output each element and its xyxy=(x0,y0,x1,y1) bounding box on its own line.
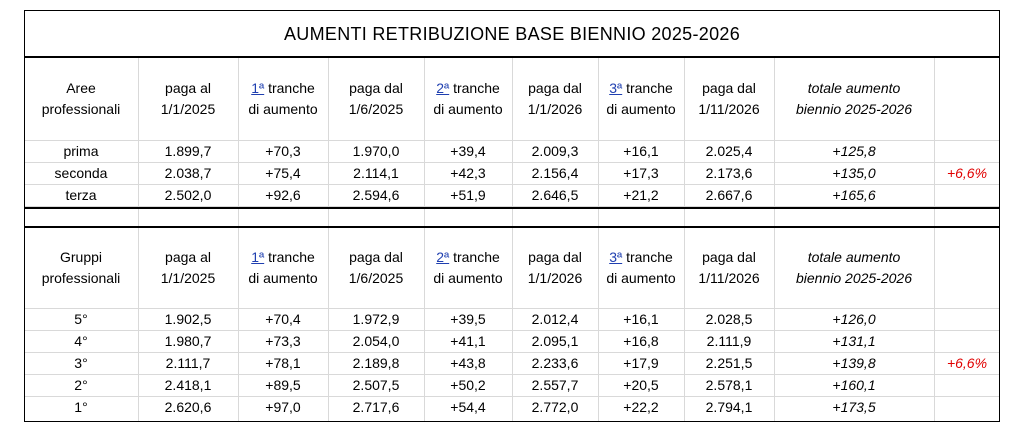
header-text: paga dal xyxy=(702,80,756,96)
aree-cell: +125,8 xyxy=(832,143,876,159)
header-text: paga dal xyxy=(702,249,756,265)
header-text: di aumento xyxy=(433,270,503,286)
header-c8 xyxy=(774,58,934,140)
header-text: di aumento xyxy=(248,101,318,117)
gruppi-cell: +173,5 xyxy=(832,399,876,415)
gruppi-cell: +41,1 xyxy=(450,333,486,349)
gruppi-cell: 2.233,6 xyxy=(531,355,579,371)
gruppi-cell: 2.507,5 xyxy=(352,377,400,393)
gruppi-row-name: 2° xyxy=(74,377,88,393)
header-text xyxy=(436,78,500,99)
gruppi-cell: 1.972,9 xyxy=(352,311,400,327)
aree-cell: 2.156,4 xyxy=(531,165,579,181)
header-text: paga al xyxy=(165,80,211,96)
gruppi-cell: 2.251,5 xyxy=(705,355,753,371)
header-text: tranche xyxy=(449,80,500,96)
aree-cell: +165,6 xyxy=(832,187,876,203)
header-c4 xyxy=(424,228,512,308)
aree-cell: +75,4 xyxy=(265,165,301,181)
gruppi-cell: 2.620,6 xyxy=(164,399,212,415)
gruppi-cell: 2.012,4 xyxy=(531,311,579,327)
header-text: professionali xyxy=(41,270,121,286)
header-c7 xyxy=(684,228,774,308)
header-text: paga dal xyxy=(349,249,403,265)
aree-cell: 2.114,1 xyxy=(353,165,399,181)
aree-cell: 1.970,0 xyxy=(352,143,400,159)
header-text: Gruppi xyxy=(59,249,103,265)
header-c3 xyxy=(328,228,424,308)
header-text: tranche xyxy=(622,249,673,265)
tranche-number: 3ª xyxy=(609,249,623,265)
gruppi-cell: +17,9 xyxy=(623,355,659,371)
header-text xyxy=(609,247,673,268)
gruppi-row-name: 1° xyxy=(74,399,88,415)
gruppi-cell: 1.902,5 xyxy=(164,311,212,327)
gruppi-cell: +89,5 xyxy=(265,377,301,393)
gruppi-cell: 2.189,8 xyxy=(352,355,400,371)
aree-header-label xyxy=(24,58,138,140)
gruppi-cell: 1.980,7 xyxy=(164,333,212,349)
aree-cell: +17,3 xyxy=(623,165,659,181)
gruppi-cell: +22,2 xyxy=(623,399,659,415)
header-c1 xyxy=(138,58,238,140)
header-c6 xyxy=(598,228,684,308)
gruppi-cell: +73,3 xyxy=(265,333,301,349)
tranche-number: 3ª xyxy=(609,80,623,96)
aree-cell: +16,1 xyxy=(623,143,659,159)
gruppi-cell: 2.111,9 xyxy=(706,333,752,349)
gruppi-cell: +97,0 xyxy=(265,399,301,415)
header-text: Aree xyxy=(66,80,96,96)
header-text xyxy=(251,247,315,268)
gruppi-cell: 2.111,7 xyxy=(165,355,211,371)
header-c8 xyxy=(774,228,934,308)
header-text: 1/1/2025 xyxy=(160,101,216,117)
header-text: biennio 2025-2026 xyxy=(796,101,912,117)
gruppi-cell: 2.578,1 xyxy=(705,377,753,393)
gruppi-cell: 2.418,1 xyxy=(164,377,212,393)
tranche-number: 2ª xyxy=(436,249,450,265)
gruppi-cell: 2.557,7 xyxy=(531,377,579,393)
gruppi-cell: +54,4 xyxy=(450,399,486,415)
gruppi-cell: 2.054,0 xyxy=(352,333,400,349)
gruppi-row-name: 4° xyxy=(74,333,88,349)
aree-cell: 1.899,7 xyxy=(164,143,212,159)
header-c3 xyxy=(328,58,424,140)
percent-increase: +6,6% xyxy=(946,355,988,371)
header-text: di aumento xyxy=(248,270,318,286)
salary-table xyxy=(24,10,1000,422)
gruppi-cell: 2.095,1 xyxy=(531,333,579,349)
gruppi-cell: 2.028,5 xyxy=(705,311,753,327)
header-text: 1/1/2026 xyxy=(527,270,583,286)
gruppi-cell: +16,8 xyxy=(623,333,659,349)
header-text: tranche xyxy=(264,249,315,265)
aree-cell: 2.594,6 xyxy=(352,187,400,203)
aree-cell: 2.502,0 xyxy=(164,187,212,203)
header-text xyxy=(436,247,500,268)
header-text: paga dal xyxy=(528,80,582,96)
aree-cell: +70,3 xyxy=(265,143,301,159)
aree-cell: 2.646,5 xyxy=(531,187,579,203)
aree-cell: +42,3 xyxy=(450,165,486,181)
gruppi-row-name: 3° xyxy=(74,355,88,371)
header-c2 xyxy=(238,228,328,308)
header-text: 1/11/2026 xyxy=(698,101,760,117)
aree-cell: +21,2 xyxy=(623,187,659,203)
header-text: tranche xyxy=(449,249,500,265)
header-c1 xyxy=(138,228,238,308)
header-text: 1/6/2025 xyxy=(348,101,404,117)
gruppi-cell: +160,1 xyxy=(832,377,876,393)
header-text: di aumento xyxy=(606,270,676,286)
header-c6 xyxy=(598,58,684,140)
gruppi-cell: +50,2 xyxy=(450,377,486,393)
aree-cell: +39,4 xyxy=(450,143,486,159)
aree-cell: 2.173,6 xyxy=(705,165,753,181)
aree-cell: +135,0 xyxy=(832,165,876,181)
aree-row-name: terza xyxy=(65,187,97,203)
header-c7 xyxy=(684,58,774,140)
tranche-number: 1ª xyxy=(251,80,265,96)
gruppi-cell: 2.794,1 xyxy=(705,399,753,415)
header-c4 xyxy=(424,58,512,140)
gruppi-cell: +16,1 xyxy=(623,311,659,327)
aree-cell: 2.667,6 xyxy=(705,187,753,203)
header-c5 xyxy=(512,228,598,308)
aree-cell: 2.038,7 xyxy=(164,165,212,181)
aree-row-name: prima xyxy=(63,143,99,159)
tranche-number: 2ª xyxy=(436,80,450,96)
gruppi-cell: +78,1 xyxy=(265,355,301,371)
row-divider xyxy=(24,206,1000,207)
header-text: 1/1/2026 xyxy=(527,101,583,117)
gruppi-cell: +43,8 xyxy=(450,355,486,371)
gruppi-cell: +70,4 xyxy=(265,311,301,327)
gruppi-cell: +131,1 xyxy=(832,333,876,349)
header-text: totale aumento xyxy=(807,80,901,96)
aree-cell: 2.025,4 xyxy=(705,143,753,159)
header-text xyxy=(609,78,673,99)
gruppi-cell: +20,5 xyxy=(623,377,659,393)
percent-increase: +6,6% xyxy=(946,165,988,181)
aree-cell: +92,6 xyxy=(265,187,301,203)
header-text: biennio 2025-2026 xyxy=(796,270,912,286)
gruppi-row-name: 5° xyxy=(74,311,88,327)
section-separator xyxy=(24,207,1000,209)
aree-cell: 2.009,3 xyxy=(531,143,579,159)
header-text: paga dal xyxy=(528,249,582,265)
gruppi-cell: +139,8 xyxy=(832,355,876,371)
header-text: professionali xyxy=(41,101,121,117)
header-text: 1/11/2026 xyxy=(698,270,760,286)
tranche-number: 1ª xyxy=(251,249,265,265)
header-text: tranche xyxy=(622,80,673,96)
header-text xyxy=(251,78,315,99)
gruppi-header-label xyxy=(24,228,138,308)
header-c2 xyxy=(238,58,328,140)
header-text: tranche xyxy=(264,80,315,96)
aree-cell: +51,9 xyxy=(450,187,486,203)
header-text: paga al xyxy=(165,249,211,265)
header-text: 1/1/2025 xyxy=(160,270,216,286)
header-text: di aumento xyxy=(433,101,503,117)
gruppi-cell: 2.717,6 xyxy=(352,399,400,415)
table-title: AUMENTI RETRIBUZIONE BASE BIENNIO 2025-2026 xyxy=(283,23,741,44)
header-text: totale aumento xyxy=(807,249,901,265)
gruppi-cell: 2.772,0 xyxy=(531,399,579,415)
aree-row-name: seconda xyxy=(54,165,108,181)
header-text: paga dal xyxy=(349,80,403,96)
header-c5 xyxy=(512,58,598,140)
gruppi-cell: +39,5 xyxy=(450,311,486,327)
header-text: di aumento xyxy=(606,101,676,117)
header-text: 1/6/2025 xyxy=(348,270,404,286)
gruppi-cell: +126,0 xyxy=(832,311,876,327)
